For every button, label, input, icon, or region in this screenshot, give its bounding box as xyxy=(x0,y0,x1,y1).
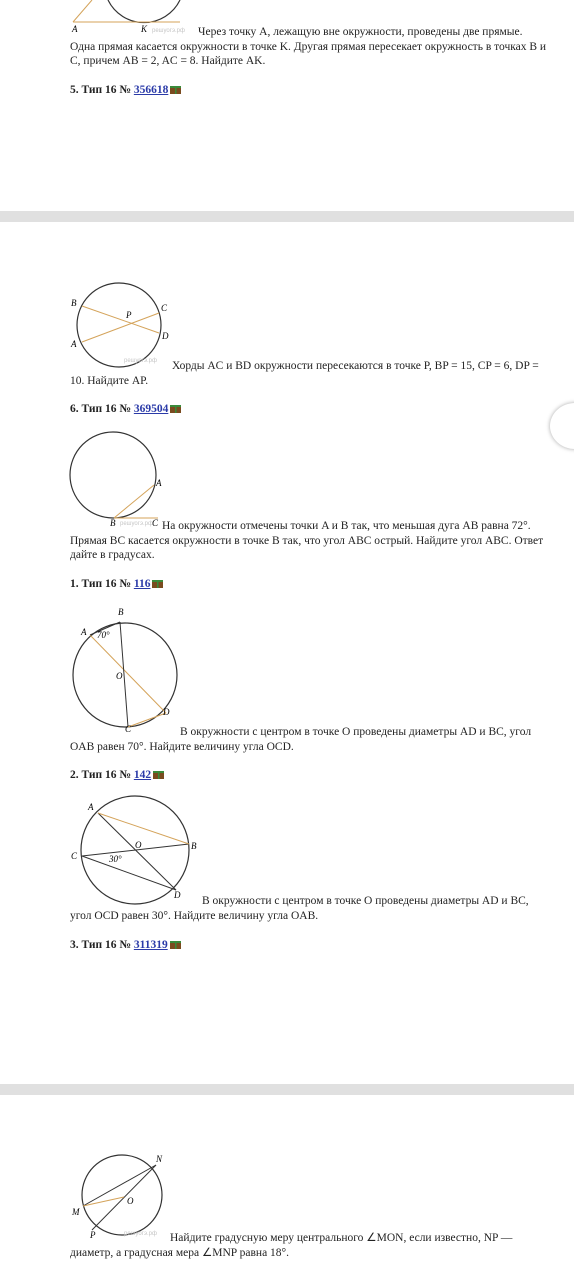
figure-tangent-arc xyxy=(68,430,168,530)
chord-AC xyxy=(82,313,159,342)
label-N: N xyxy=(156,1154,163,1164)
problem-header: 1. Тип 16 № 116 xyxy=(70,578,163,590)
label-P: P xyxy=(90,1230,96,1240)
page-separator xyxy=(0,211,574,222)
label-K: K xyxy=(141,24,148,34)
angle-label: 30° xyxy=(109,854,122,864)
gift-icon[interactable] xyxy=(170,84,181,94)
label-B: B xyxy=(110,518,116,528)
chord-MN xyxy=(83,1165,156,1206)
watermark: решуогэ.рф xyxy=(124,358,157,364)
circle xyxy=(70,432,156,518)
label-D: D xyxy=(163,707,170,717)
gift-icon[interactable] xyxy=(152,578,163,588)
label-C: C xyxy=(71,851,78,861)
circle xyxy=(73,623,177,727)
label-M: M xyxy=(72,1207,80,1217)
gift-icon[interactable] xyxy=(170,939,181,949)
problem-text: В окружности с центром в точке O проведены диаметры AD и BC, угол OAB равен 70°. Найдите величину угла OCD. xyxy=(70,726,532,753)
label-C: C xyxy=(125,724,132,734)
label-P: P xyxy=(126,310,132,320)
label-A: A xyxy=(71,339,77,349)
label-B: B xyxy=(118,607,124,617)
label-O: O xyxy=(127,1196,134,1206)
problem-header: 3. Тип 16 № 311319 xyxy=(70,939,181,951)
problem-text: Через точку A, лежащую вне окружности, проведены две прямые. Одна прямая касается окружности в точке K. Другая прямая пересекает окружность в точках B и C, причем AB = 2, AC = 8. Найдите AK. xyxy=(70,26,547,67)
circle-arc xyxy=(108,0,180,23)
gift-icon[interactable] xyxy=(170,403,181,413)
label-C: C xyxy=(161,303,168,313)
circle xyxy=(82,1155,162,1235)
angle-label: 70° xyxy=(97,630,110,640)
problem-header: 2. Тип 16 № 142 xyxy=(70,769,164,781)
diameter-AD xyxy=(90,635,166,713)
problem-link[interactable]: 311319 xyxy=(133,939,168,951)
gift-icon[interactable] xyxy=(153,769,164,779)
label-B: B xyxy=(191,841,197,851)
label-C: C xyxy=(152,518,159,528)
label-A: A xyxy=(72,24,78,34)
circle xyxy=(77,283,161,367)
watermark: решуогэ.рф xyxy=(120,521,153,527)
chord-AB xyxy=(98,813,189,844)
diameter-AD xyxy=(98,813,176,890)
page-separator xyxy=(0,1084,574,1095)
label-B: B xyxy=(71,298,77,308)
side-scroll-button[interactable] xyxy=(550,403,574,449)
chord-BD xyxy=(82,306,159,333)
watermark: решуогэ.рф xyxy=(124,1231,157,1237)
label-A: A xyxy=(81,627,87,637)
problem-text: Хорды AC и BD окружности пересекаются в точке P, BP = 15, CP = 6, DP = 10. Найдите AP. xyxy=(70,360,539,387)
problem-text: Найдите градусную меру центрального ∠MON, если известно, NP — диаметр, а градусная мера ∠MNP равна 18°. xyxy=(70,1232,513,1259)
watermark: решуогэ.рф xyxy=(152,28,185,34)
problem-text: В окружности с центром в точке O проведены диаметры AD и BC, угол OCD равен 30°. Найдите величину угла OAB. xyxy=(70,895,529,922)
problem-header: 6. Тип 16 № 369504 xyxy=(70,403,181,415)
figure-chords xyxy=(68,280,178,370)
chord-CD xyxy=(82,856,176,890)
radius-OM xyxy=(83,1197,124,1206)
label-D: D xyxy=(162,331,169,341)
label-O: O xyxy=(135,840,142,850)
figure-diameters xyxy=(68,605,183,735)
secant-line xyxy=(73,0,92,22)
problem-link[interactable]: 142 xyxy=(133,769,152,781)
label-D: D xyxy=(174,890,181,900)
problem-link[interactable]: 369504 xyxy=(133,403,169,415)
problem-text: На окружности отмечены точки A и B так, что меньшая дуга AB равна 72°. Прямая BC касается окружности в точке B так, что угол ABC острый. Найдите угол ABC. Ответ дайте в градусах. xyxy=(70,520,544,561)
figure-diameters xyxy=(68,795,208,905)
label-A: A xyxy=(156,478,162,488)
problem-header: 5. Тип 16 № 356618 xyxy=(70,84,181,96)
label-O: O xyxy=(116,671,123,681)
label-A: A xyxy=(88,802,94,812)
problem-link[interactable]: 116 xyxy=(133,578,151,590)
problem-link[interactable]: 356618 xyxy=(133,84,169,96)
